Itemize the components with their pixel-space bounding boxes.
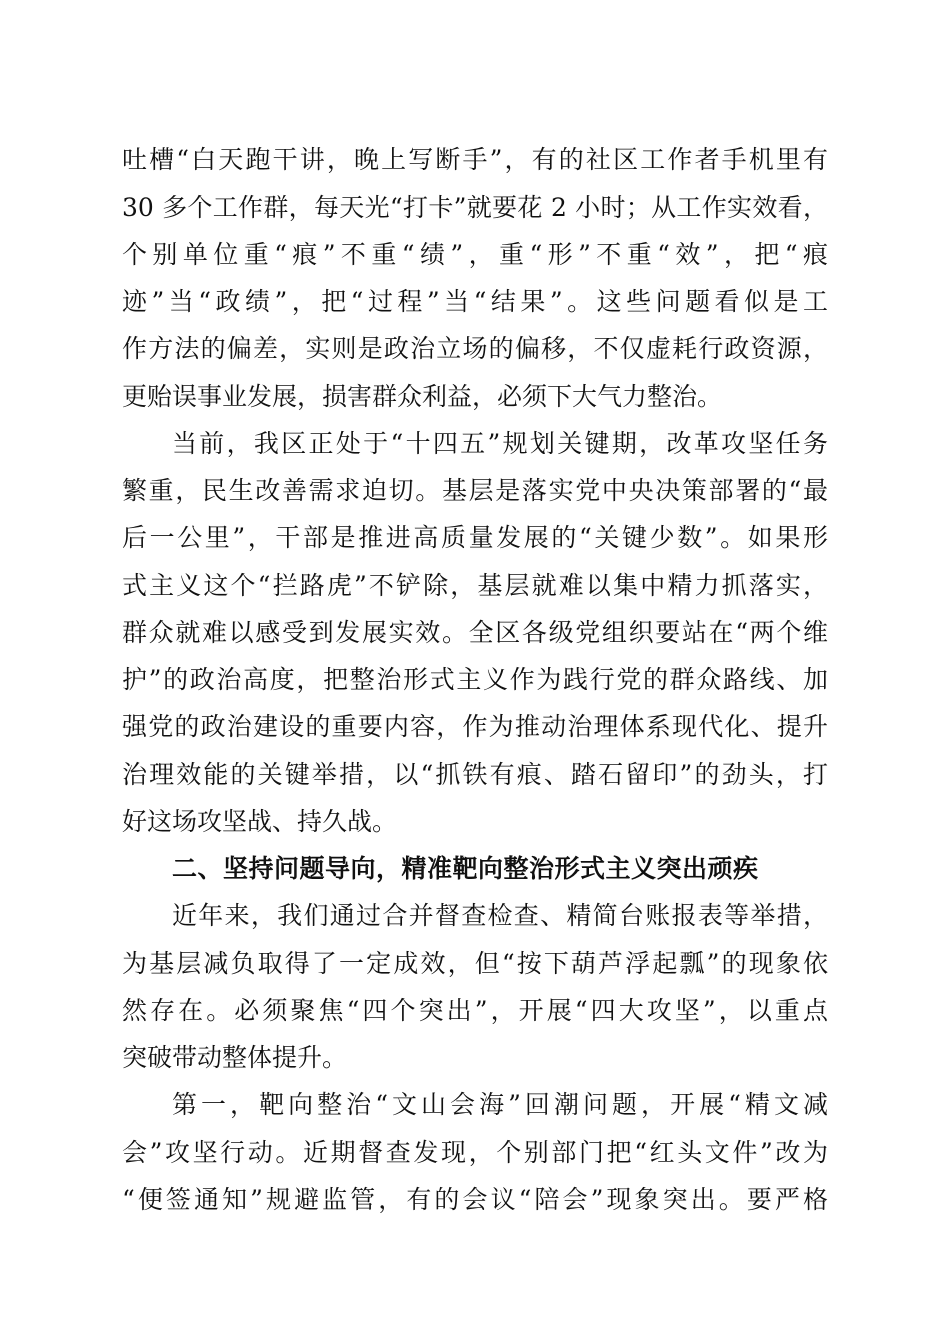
section-heading: 二、坚持问题导向，精准靶向整治形式主义突出顽疾 — [172, 854, 759, 883]
text-line: 会”攻坚行动。近期督查发现，个别部门把“红头文件”改为 — [122, 1138, 828, 1167]
text-line: 迹”当“政绩”，把“过程”当“结果”。这些问题看似是工 — [122, 287, 828, 316]
text-line: 吐槽“白天跑干讲，晚上写断手”，有的社区工作者手机里有 — [122, 145, 828, 174]
text-line: 繁重，民生改善需求迫切。基层是落实党中央决策部署的“最 — [122, 476, 828, 505]
text-line: 护”的政治高度，把整治形式主义作为践行党的群众路线、加 — [122, 665, 828, 694]
text-line: 为基层减负取得了一定成效，但“按下葫芦浮起瓢”的现象依 — [122, 949, 828, 978]
text-line: 更贻误事业发展，损害群众利益，必须下大气力整治。 — [122, 382, 723, 411]
text-line: 治理效能的关键举措，以“抓铁有痕、踏石留印”的劲头，打 — [122, 760, 828, 789]
paragraph-first-line: 第一，靶向整治“文山会海”回潮问题，开展“精文减 — [172, 1090, 828, 1119]
paragraph-first-line: 当前，我区正处于“十四五”规划关键期，改革攻坚任务 — [172, 429, 828, 458]
text-line: “便签通知”规避监管，有的会议“陪会”现象突出。要严格 — [122, 1185, 828, 1214]
text-line: 群众就难以感受到发展实效。全区各级党组织要站在“两个维 — [122, 618, 828, 647]
paragraph-first-line: 近年来，我们通过合并督查检查、精简台账报表等举措， — [172, 901, 828, 930]
text-line: 30 多个工作群，每天光“打卡”就要花 2 小时；从工作实效看， — [122, 193, 828, 222]
text-line: 式主义这个“拦路虎”不铲除，基层就难以集中精力抓落实， — [122, 571, 828, 600]
text-line: 后一公里”，干部是推进高质量发展的“关键少数”。如果形 — [122, 523, 828, 552]
text-line: 突破带动整体提升。 — [122, 1043, 348, 1072]
text-line: 然存在。必须聚焦“四个突出”，开展“四大攻坚”，以重点 — [122, 996, 828, 1025]
text-line: 个别单位重“痕”不重“绩”，重“形”不重“效”，把“痕 — [122, 240, 828, 269]
text-line: 好这场攻坚战、持久战。 — [122, 807, 398, 836]
text-line: 作方法的偏差，实则是政治立场的偏移，不仅虚耗行政资源， — [122, 334, 828, 363]
text-line: 强党的政治建设的重要内容，作为推动治理体系现代化、提升 — [122, 712, 828, 741]
